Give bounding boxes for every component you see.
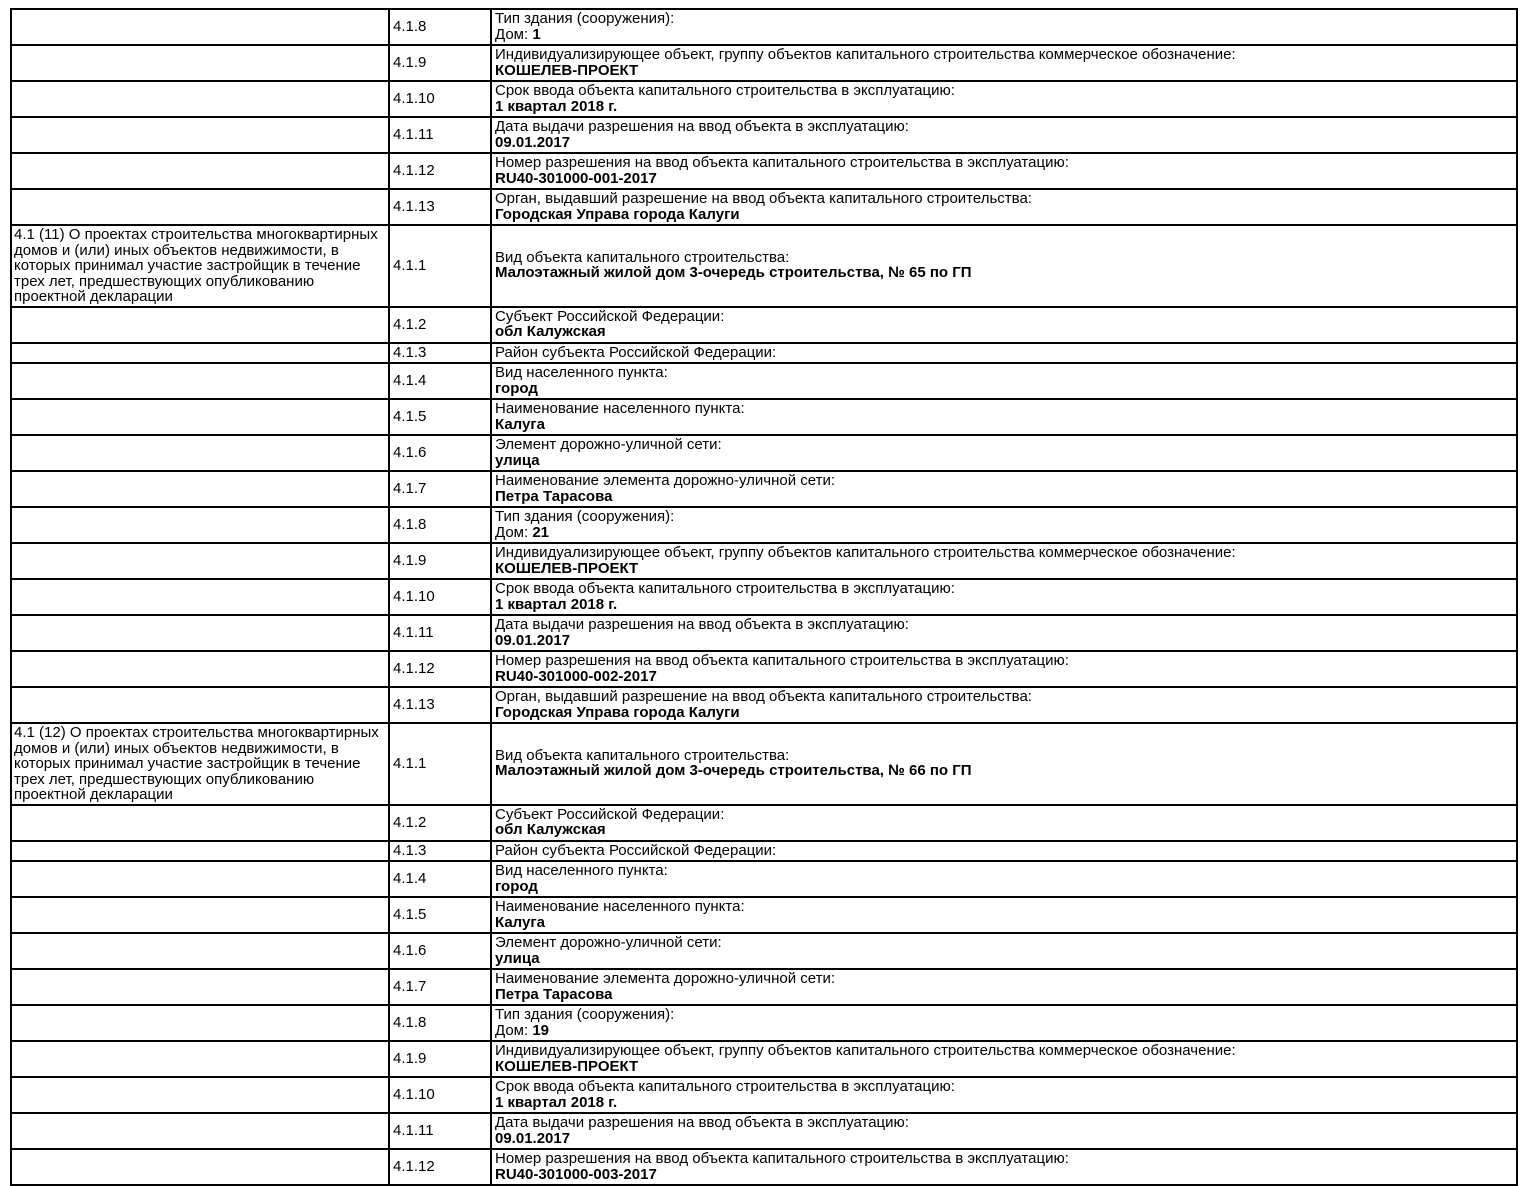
content-cell [491,969,1517,1005]
field-value-line [495,705,1514,721]
field-value-line [495,489,1514,505]
field-value: город [495,877,538,895]
table-row [11,343,1517,364]
field-value-line [495,1023,1514,1039]
field-value-line [495,1059,1514,1075]
field-value-line [495,207,1514,223]
field-value: КОШЕЛЕВ-ПРОЕКТ [495,1057,639,1075]
section-cell [11,543,389,579]
content-cell [491,343,1517,364]
field-value: Калуга [495,913,545,931]
field-value: 09.01.2017 [495,631,571,649]
table-row [11,651,1517,687]
section-cell [11,363,389,399]
content-cell [491,153,1517,189]
content-cell [491,861,1517,897]
code-cell: 4.1.4 [389,363,491,399]
code-cell: 4.1.4 [389,861,491,897]
field-value: улица [495,451,540,469]
field-value: Малоэтажный жилой дом 3-очередь строительства, № 65 по ГП [495,264,972,282]
code-cell: 4.1.7 [389,471,491,507]
field-label: Номер разрешения на ввод объекта капитального строительства в эксплуатацию: [495,652,1069,669]
field-value-line [495,597,1514,613]
field-value-line [495,453,1514,469]
table-row [11,897,1517,933]
content-cell [491,1113,1517,1149]
table-row [11,189,1517,225]
section-cell [11,841,389,862]
table-row [11,9,1517,45]
field-value: КОШЕЛЕВ-ПРОЕКТ [495,559,639,577]
section-cell [11,651,389,687]
field-label: Вид населенного пункта: [495,862,668,879]
table-body [11,9,1517,1185]
content-cell [491,933,1517,969]
field-value: КОШЕЛЕВ-ПРОЕКТ [495,61,639,79]
field-label: Наименование элемента дорожно-уличной сети: [495,472,836,489]
section-cell: 4.1 (11) О проектах строительства многоквартирных домов и (или) иных объектов недвижимости, в которых принимал участие застройщик в течение трех лет, предшествующих опубликованию проектной декларации [11,225,389,307]
section-cell [11,117,389,153]
field-value-line [495,1167,1514,1183]
table-row [11,81,1517,117]
field-label: Наименование населенного пункта: [495,898,745,915]
code-cell: 4.1.11 [389,1113,491,1149]
field-value-line [495,381,1514,397]
field-label: Тип здания (сооружения): [495,508,675,525]
field-label: Наименование элемента дорожно-уличной сети: [495,970,836,987]
field-value-line [495,987,1514,1003]
field-value: RU40-301000-001-2017 [495,169,657,187]
section-cell [11,81,389,117]
content-cell [491,45,1517,81]
code-cell: 4.1.12 [389,1149,491,1185]
field-value: 1 квартал 2018 г. [495,1093,618,1111]
field-value-line [495,915,1514,931]
content-cell [491,307,1517,343]
field-value-line [495,525,1514,541]
field-value-line [495,265,1514,281]
content-cell [491,897,1517,933]
field-label: Район субъекта Российской Федерации: [495,343,777,361]
section-cell [11,9,389,45]
field-value-line [495,1095,1514,1111]
field-label: Тип здания (сооружения): [495,1006,675,1023]
table-row [11,1077,1517,1113]
field-value: 09.01.2017 [495,1129,571,1147]
code-cell: 4.1.1 [389,723,491,805]
content-cell [491,687,1517,723]
field-value-line [495,1131,1514,1147]
content-cell [491,435,1517,471]
content-cell [491,1077,1517,1113]
section-cell [11,435,389,471]
field-value-line [495,822,1514,838]
section-cell [11,897,389,933]
field-label: Район субъекта Российской Федерации: [495,841,777,859]
field-value: улица [495,949,540,967]
field-label: Номер разрешения на ввод объекта капитального строительства в эксплуатацию: [495,154,1069,171]
content-cell [491,471,1517,507]
section-cell [11,45,389,81]
code-cell: 4.1.11 [389,615,491,651]
field-value-line [495,63,1514,79]
code-cell: 4.1.12 [389,651,491,687]
table-row [11,1005,1517,1041]
code-cell: 4.1.9 [389,45,491,81]
section-cell [11,399,389,435]
field-label: Номер разрешения на ввод объекта капитального строительства в эксплуатацию: [495,1150,1069,1167]
code-cell: 4.1.10 [389,1077,491,1113]
field-value: Городская Управа города Калуги [495,703,740,721]
section-cell [11,687,389,723]
section-cell [11,969,389,1005]
field-value-line [495,561,1514,577]
field-label: Субъект Российской Федерации: [495,805,725,823]
content-cell [491,225,1517,307]
field-value: RU40-301000-002-2017 [495,667,657,685]
content-cell [491,363,1517,399]
code-cell: 4.1.8 [389,9,491,45]
field-value: 21 [532,523,550,541]
content-cell [491,9,1517,45]
field-label: Дата выдачи разрешения на ввод объекта в эксплуатацию: [495,118,909,135]
field-label: Срок ввода объекта капитального строительства в эксплуатацию: [495,1078,955,1095]
field-value-line [495,417,1514,433]
section-cell [11,579,389,615]
section-cell [11,189,389,225]
field-label: Индивидуализирующее объект, группу объектов капитального строительства коммерческое обозначение: [495,1042,1236,1059]
field-label: Орган, выдавший разрешение на ввод объекта капитального строительства: [495,190,1032,207]
code-cell: 4.1.9 [389,1041,491,1077]
field-label: Дата выдачи разрешения на ввод объекта в эксплуатацию: [495,1114,909,1131]
field-label: Субъект Российской Федерации: [495,307,725,325]
table-row [11,507,1517,543]
content-cell [491,117,1517,153]
content-cell [491,1041,1517,1077]
table-row [11,723,1517,805]
content-cell [491,1149,1517,1185]
code-cell: 4.1.6 [389,933,491,969]
section-cell [11,861,389,897]
declaration-table [10,8,1518,1186]
field-label: Вид населенного пункта: [495,364,668,381]
code-cell: 4.1.13 [389,189,491,225]
field-label: Индивидуализирующее объект, группу объектов капитального строительства коммерческое обозначение: [495,544,1236,561]
field-value: обл Калужская [495,821,606,838]
content-cell [491,615,1517,651]
content-cell [491,543,1517,579]
content-cell [491,805,1517,841]
table-row [11,841,1517,862]
field-label: Индивидуализирующее объект, группу объектов капитального строительства коммерческое обозначение: [495,46,1236,63]
code-cell: 4.1.10 [389,579,491,615]
section-cell [11,471,389,507]
table-row [11,307,1517,343]
table-row [11,45,1517,81]
field-value-line [495,879,1514,895]
content-cell [491,579,1517,615]
field-value: город [495,379,538,397]
field-value-line [495,171,1514,187]
table-row [11,1149,1517,1185]
table-row [11,687,1517,723]
code-cell: 4.1.6 [389,435,491,471]
field-label: Срок ввода объекта капитального строительства в эксплуатацию: [495,82,955,99]
code-cell: 4.1.11 [389,117,491,153]
field-value: 19 [532,1021,550,1039]
code-cell: 4.1.5 [389,897,491,933]
section-cell [11,307,389,343]
section-cell [11,615,389,651]
table-row [11,399,1517,435]
content-cell [491,841,1517,862]
field-value: RU40-301000-003-2017 [495,1165,657,1183]
field-value-line [495,135,1514,151]
code-cell: 4.1.2 [389,805,491,841]
section-cell [11,933,389,969]
field-label: Вид объекта капитального строительства: [495,248,790,266]
field-value-line [495,763,1514,779]
code-cell: 4.1.9 [389,543,491,579]
content-cell [491,81,1517,117]
section-cell [11,153,389,189]
table-row [11,471,1517,507]
field-value: обл Калужская [495,323,606,340]
field-value: 1 [532,25,541,43]
table-row [11,543,1517,579]
field-value-prefix: Дом: [495,523,533,541]
section-cell [11,1041,389,1077]
content-cell [491,723,1517,805]
table-row [11,805,1517,841]
field-value: Петра Тарасова [495,985,613,1003]
section-cell [11,343,389,364]
section-cell [11,805,389,841]
section-cell [11,1149,389,1185]
table-row [11,153,1517,189]
field-value-line [495,669,1514,685]
table-row [11,969,1517,1005]
code-cell: 4.1.8 [389,1005,491,1041]
field-label: Вид объекта капитального строительства: [495,746,790,764]
section-cell: 4.1 (12) О проектах строительства многоквартирных домов и (или) иных объектов недвижимости, в которых принимал участие застройщик в течение трех лет, предшествующих опубликованию проектной декларации [11,723,389,805]
field-value-line [495,951,1514,967]
field-label: Дата выдачи разрешения на ввод объекта в эксплуатацию: [495,616,909,633]
content-cell [491,189,1517,225]
content-cell [491,651,1517,687]
table-row [11,363,1517,399]
code-cell: 4.1.2 [389,307,491,343]
field-value-line [495,324,1514,340]
content-cell [491,399,1517,435]
table-row [11,225,1517,307]
field-label: Наименование населенного пункта: [495,400,745,417]
code-cell: 4.1.5 [389,399,491,435]
field-label: Элемент дорожно-уличной сети: [495,436,722,453]
section-cell [11,1113,389,1149]
code-cell: 4.1.10 [389,81,491,117]
code-cell: 4.1.8 [389,507,491,543]
table-row [11,435,1517,471]
field-label: Тип здания (сооружения): [495,10,675,27]
field-value: 1 квартал 2018 г. [495,595,618,613]
section-cell [11,1077,389,1113]
field-label: Элемент дорожно-уличной сети: [495,934,722,951]
field-label: Орган, выдавший разрешение на ввод объекта капитального строительства: [495,688,1032,705]
code-cell: 4.1.7 [389,969,491,1005]
field-value-line [495,633,1514,649]
field-value: Петра Тарасова [495,487,613,505]
field-label: Срок ввода объекта капитального строительства в эксплуатацию: [495,580,955,597]
section-cell [11,1005,389,1041]
content-cell [491,1005,1517,1041]
field-value-line [495,99,1514,115]
table-row [11,933,1517,969]
content-cell [491,507,1517,543]
table-row [11,861,1517,897]
code-cell: 4.1.12 [389,153,491,189]
code-cell: 4.1.13 [389,687,491,723]
section-cell [11,507,389,543]
field-value-prefix: Дом: [495,1021,533,1039]
table-row [11,579,1517,615]
table-row [11,117,1517,153]
field-value-prefix: Дом: [495,25,533,43]
code-cell: 4.1.3 [389,343,491,364]
code-cell: 4.1.3 [389,841,491,862]
table-row [11,1113,1517,1149]
field-value: Малоэтажный жилой дом 3-очередь строительства, № 66 по ГП [495,762,972,780]
field-value: 1 квартал 2018 г. [495,97,618,115]
field-value: 09.01.2017 [495,133,571,151]
table-row [11,1041,1517,1077]
code-cell: 4.1.1 [389,225,491,307]
table-row [11,615,1517,651]
field-value: Городская Управа города Калуги [495,205,740,223]
field-value: Калуга [495,415,545,433]
field-value-line [495,27,1514,43]
